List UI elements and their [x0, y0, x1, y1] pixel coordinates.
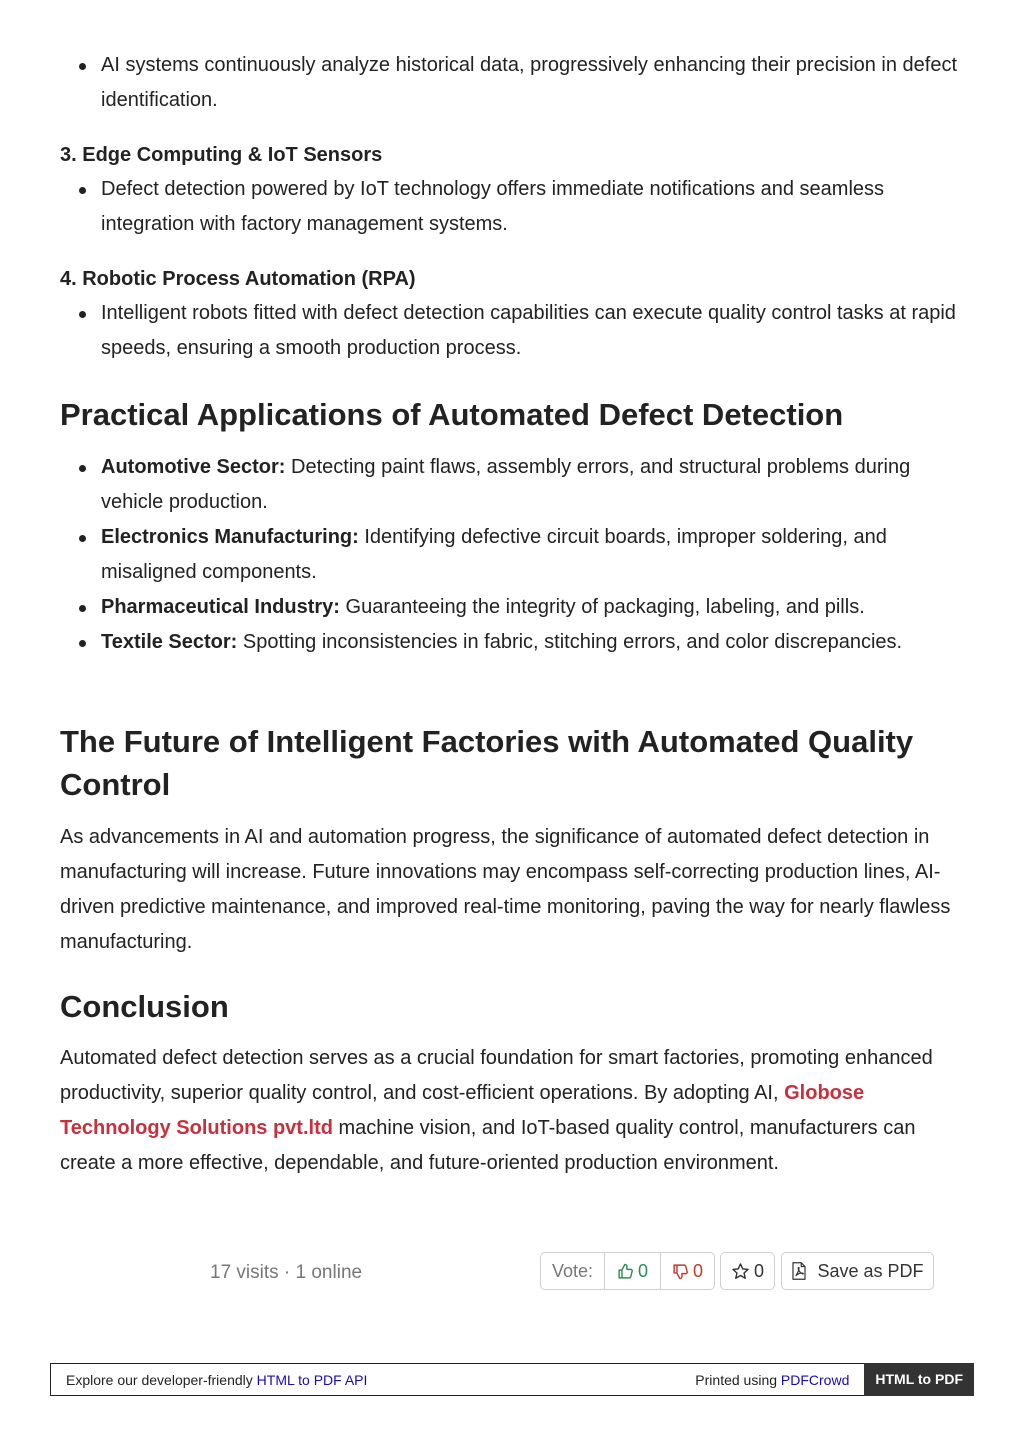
footer-printed-text: Printed using — [695, 1371, 781, 1388]
item-label: Automotive Sector: — [101, 456, 286, 478]
intro-bullet-list — [60, 48, 960, 118]
list-item — [60, 450, 960, 520]
list-item — [60, 625, 960, 660]
footer-printed — [695, 1372, 864, 1388]
bullet-list — [60, 296, 960, 366]
list-item: Intelligent robots fitted with defect detection capabilities can execute quality control tasks at rapid speeds, ensuring a smooth production process. — [60, 296, 960, 366]
downvote-button[interactable] — [661, 1253, 714, 1289]
future-heading: The Future of Intelligent Factories with Automated Quality Control — [60, 724, 914, 802]
upvote-count: 0 — [637, 1260, 648, 1281]
bullet-list — [60, 172, 960, 242]
applications-heading: Practical Applications of Automated Defect Detection — [60, 397, 844, 432]
star-count: 0 — [753, 1260, 764, 1281]
conclusion-paragraph — [60, 1041, 960, 1181]
save-as-pdf-label: Save as PDF — [817, 1260, 924, 1281]
applications-list — [60, 450, 960, 660]
upvote-button[interactable] — [605, 1253, 661, 1289]
paragraph-text: Automated defect detection serves as a crucial foundation for smart factories, promoting enhanced productivity, superior quality control, and cost-efficient operations. By adopting AI, — [60, 1047, 933, 1104]
html-to-pdf-api-link[interactable]: HTML to PDF API — [256, 1371, 368, 1388]
list-item — [60, 520, 960, 590]
pdf-footer-bar — [50, 1363, 974, 1396]
item-text: Detecting paint flaws, assembly errors, and structural problems during vehicle production. — [101, 456, 911, 513]
item-label: Textile Sector: — [101, 631, 238, 653]
item-label: Electronics Manufacturing: — [101, 526, 359, 548]
pdfcrowd-link[interactable]: PDFCrowd — [780, 1371, 850, 1388]
section-edge-computing — [60, 143, 960, 242]
section-title: 4. Robotic Process Automation (RPA) — [60, 268, 416, 290]
html-to-pdf-badge[interactable]: HTML to PDF — [864, 1363, 974, 1396]
list-item: AI systems continuously analyze historical data, progressively enhancing their precision in defect identification. — [60, 48, 960, 118]
footer-explore-text: Explore our developer-friendly — [66, 1371, 257, 1388]
item-label: Pharmaceutical Industry: — [101, 596, 340, 618]
conclusion-heading: Conclusion — [60, 989, 229, 1024]
vote-group — [540, 1252, 715, 1290]
company-link[interactable]: Globose Technology Solutions pvt.ltd — [60, 1082, 865, 1139]
section-rpa — [60, 267, 960, 366]
thumbs-down-icon — [672, 1263, 689, 1280]
star-button[interactable] — [720, 1252, 775, 1290]
section-title: 3. Edge Computing & IoT Sensors — [60, 144, 383, 166]
item-text: Identifying defective circuit boards, improper soldering, and misaligned components. — [101, 526, 887, 583]
footer-explore — [51, 1372, 695, 1388]
thumbs-up-icon — [617, 1263, 634, 1280]
paragraph-text: machine vision, and IoT-based quality control, manufacturers can create a more effective, dependable, and future-oriented production environment. — [60, 1117, 916, 1174]
pdf-file-icon — [791, 1262, 807, 1280]
downvote-count: 0 — [692, 1260, 703, 1281]
list-item: Defect detection powered by IoT technology offers immediate notifications and seamless integration with factory management systems. — [60, 172, 960, 242]
future-paragraph: As advancements in AI and automation progress, the significance of automated defect detection in manufacturing will increase. Future innovations may encompass self-correcting production lines, AI-driven predictive maintenance, and improved real-time monitoring, paving the way for nearly flawless manufacturing. — [60, 826, 951, 953]
visit-stats: 17 visits · 1 online — [210, 1262, 363, 1283]
star-icon — [731, 1262, 750, 1281]
list-item — [60, 590, 960, 625]
save-as-pdf-button[interactable] — [781, 1252, 934, 1290]
item-text: Spotting inconsistencies in fabric, stitching errors, and color discrepancies. — [237, 631, 903, 653]
item-text: Guaranteeing the integrity of packaging, labeling, and pills. — [339, 596, 865, 618]
vote-label: Vote: — [541, 1253, 605, 1289]
